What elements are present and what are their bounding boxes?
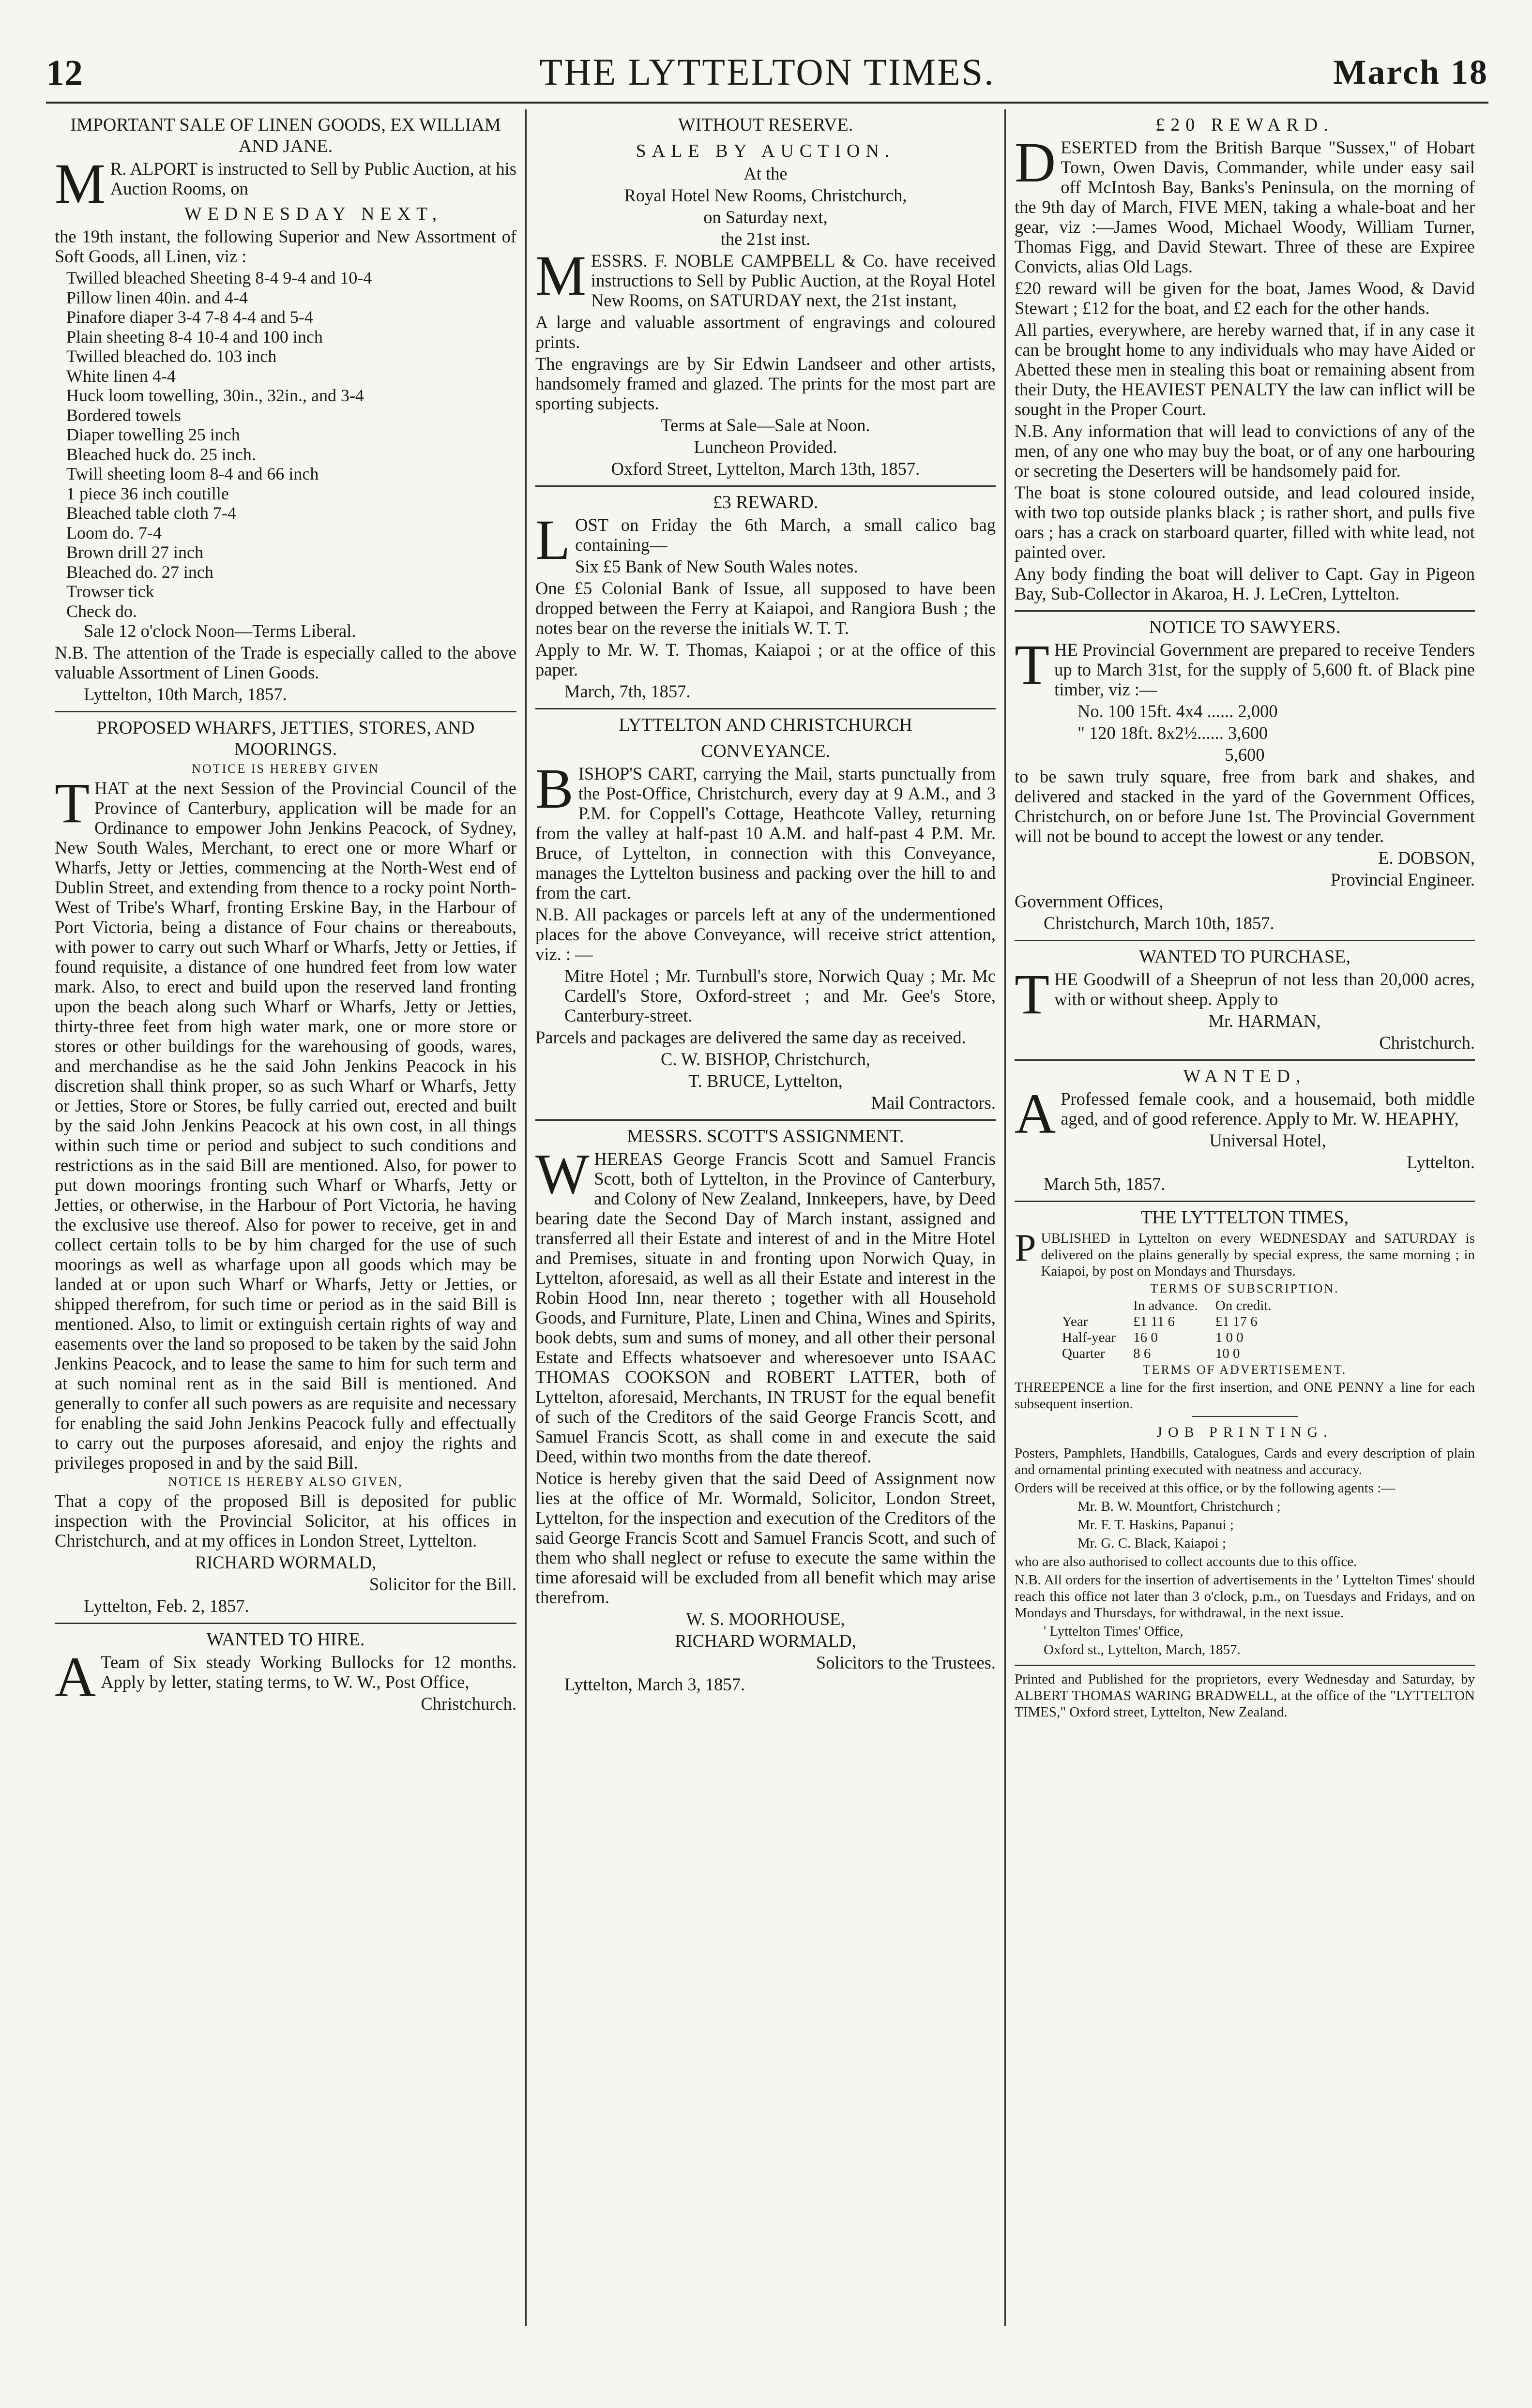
drop-cap: P (1015, 1227, 1036, 1269)
list-item: White linen 4-4 (66, 366, 176, 386)
drop-cap: T (1015, 963, 1050, 1026)
conveyance-ad (535, 714, 996, 1113)
subscription-heading: TERMS OF SUBSCRIPTION. (1150, 1281, 1339, 1295)
auction-p2: A large and valuable assortment of engravings and coloured prints. (535, 312, 996, 352)
linen-sale-intro: R. ALPORT is instructed to Sell by Public Auction, at his Auction Rooms, on (110, 159, 516, 198)
job-printing-p3: who are also authorised to collect accounts due to this office. (1015, 1554, 1357, 1569)
newspaper-title: THE LYTTELTON TIMES. (539, 51, 995, 93)
conveyance-note: N.B. All packages or parcels left at any of the undermentioned places for the above Conveyance, will receive strict attention, viz. : — (535, 904, 996, 964)
wanted-to-hire-ad (55, 1629, 516, 1714)
reward-20-ad (1015, 114, 1475, 603)
wanted-to-purchase-ad (1015, 946, 1475, 1053)
reward-3-ad (535, 492, 996, 701)
list-item: Bleached do. 27 inch (66, 562, 213, 582)
imprint-block (1015, 1671, 1475, 1720)
drop-cap: A (55, 1645, 96, 1709)
wanted-date: March 5th, 1857. (1044, 1174, 1166, 1194)
agent-3: Mr. G. C. Black, Kaiapoi ; (1077, 1535, 1226, 1551)
job-printing-p4: N.B. All orders for the insertion of advertisements in the ' Lyttelton Times' should reach this office not later than 3 o'clock, p.m., on Tuesdays and Fridays, and on Mondays and Thursdays, for withdrawal, in the next issue. (1015, 1572, 1475, 1621)
job-printing-p2: Orders will be received at this office, or by the following agents :— (1015, 1480, 1395, 1496)
page-number: 12 (46, 53, 83, 93)
wanted-heading: WANTED, (1183, 1066, 1306, 1086)
reward-20-body: ESERTED from the British Barque "Sussex," of Hobart Town, Owen Davis, Commander, while under easy sail off McIntosh Bay, Banks's Peninsula, on the morning of the 9th day of March, FIVE MEN, taking a whale-boat and her gear, viz :—James Wood, Michael Woody, William Turner, Thomas Figg, and David Stewart. Three of these are Expiree Convicts, alias Old Lags. (1015, 137, 1475, 276)
hire-body: Team of Six steady Working Bullocks for 12 months. Apply by letter, stating terms, to W. W., Post Office, (101, 1652, 516, 1692)
reward-3-p3: One £5 Colonial Bank of Issue, all supposed to have been dropped between the Ferry at Kaiapoi, and Rangiora Bush ; the notes bear on the reverse the initials W. T. T. (535, 578, 996, 638)
reward-3-body: OST on Friday the 6th March, a small calico bag containing— (575, 515, 996, 555)
auction-body: ESSRS. F. NOBLE CAMPBELL & Co. have received instructions to Sell by Public Auction, at the Royal Hotel New Rooms, on SATURDAY next, the 21st instant, (591, 251, 996, 310)
list-item: Check do. (66, 601, 137, 621)
reward-3-p4: Apply to Mr. W. T. Thomas, Kaiapoi ; or at the office of this paper. (535, 640, 996, 679)
assignment-sign-2: RICHARD WORMALD, (675, 1631, 856, 1651)
assignment-date: Lyttelton, March 3, 1857. (564, 1674, 745, 1694)
divider (1015, 1665, 1475, 1666)
sawyers-place: Government Offices, (1015, 891, 1164, 911)
list-item: Twilled bleached Sheeting 8-4 9-4 and 10-4 (66, 268, 372, 287)
reward-3-date: March, 7th, 1857. (564, 681, 691, 701)
drop-cap: W (535, 1142, 590, 1205)
drop-cap: M (55, 152, 106, 215)
purchase-heading: WANTED TO PURCHASE, (1139, 947, 1350, 967)
reward-20-p3: All parties, everywhere, are hereby warned that, if in any case it can be brought home to any individuals who may have Aided or Abetted these men in stealing this boat or remaining absent from their Duty, the HEAVIEST PENALTY the law can inflict will be sought in the Proper Court. (1015, 320, 1475, 419)
wharfs-signature-title: Solicitor for the Bill. (369, 1574, 516, 1594)
sawyers-date: Christchurch, March 10th, 1857. (1044, 913, 1274, 933)
sawyers-total: 5,600 (1225, 745, 1265, 765)
imprint: Printed and Published for the proprietors, every Wednesday and Saturday, by ALBERT THOMAS WARING BRADWELL, at the office of the "LYTTELTON TIMES," Oxford street, Lyttelton, New Zealand. (1015, 1671, 1475, 1720)
job-printing-p6: Oxford st., Lyttelton, March, 1857. (1044, 1642, 1241, 1657)
auction-heading-2: SALE BY AUCTION. (636, 141, 895, 161)
linen-sale-ad (55, 114, 516, 704)
linen-sale-terms: Sale 12 o'clock Noon—Terms Liberal. (84, 621, 356, 641)
sawyers-heading: NOTICE TO SAWYERS. (1149, 617, 1341, 637)
list-item: 1 piece 36 inch coutille (66, 483, 229, 503)
row-label: Quarter (1062, 1346, 1105, 1361)
auction-at-4: the 21st inst. (720, 229, 811, 249)
assignment-heading: MESSRS. SCOTT'S ASSIGNMENT. (627, 1126, 904, 1146)
list-item: Pillow linen 40in. and 4-4 (66, 287, 248, 307)
purchase-body: HE Goodwill of a Sheeprun of not less than 20,000 acres, with or without sheep. Apply to (1054, 969, 1475, 1009)
agent-2: Mr. F. T. Haskins, Papanui ; (1077, 1517, 1234, 1533)
divider (535, 708, 996, 709)
assignment-notice (535, 1126, 996, 1694)
cell: £1 17 6 (1215, 1314, 1258, 1329)
lyttelton-times-terms (1015, 1207, 1475, 1658)
drop-cap: T (1015, 633, 1050, 696)
assignment-body: HEREAS George Francis Scott and Samuel Francis Scott, both of Lyttelton, in the Province of Canterbury, and Colony of New Zealand, Innkeepers, have, by Deed bearing date the Second Day of March instant, assigned and transferred all their Estate and interest of and in the Mitre Hotel and Premises, situate in and fronting upon Norwich Quay, in Lyttelton, aforesaid, as well as all their Estate and interest in the Robin Hood Inn, near thereto ; together with all Household Goods, and Furniture, Plate, Linen and China, Wines and Spirits, book debts, sum and sums of money, and all other their personal Estate and Effects whatsoever and wheresoever unto ISAAC THOMAS COOKSON and ROBERT LATTER, both of Lyttelton, aforesaid, Merchants, IN TRUST for the equal benefit of such of the Creditors of the said George Francis Scott, and Samuel Francis Scott, as shall come in and execute the said Deed, within two months from the date thereof. (535, 1149, 996, 1466)
hire-place: Christchurch. (421, 1694, 516, 1714)
reward-20-p5: The boat is stone coloured outside, and lead coloured inside, with two top outside planks black ; is rather short, and pulls five oars ; has a crack on starboard quarter, filled with white lead, not painted over. (1015, 482, 1475, 562)
job-printing-body: Posters, Pamphlets, Handbills, Catalogues, Cards and every description of plain and ornamental printing executed with neatness and accuracy. (1015, 1445, 1475, 1477)
job-printing-p5: ' Lyttelton Times' Office, (1044, 1624, 1183, 1639)
drop-cap: D (1015, 131, 1056, 194)
assignment-sign-1: W. S. MOORHOUSE, (686, 1609, 845, 1629)
conveyance-heading-1: LYTTELTON AND CHRISTCHURCH (619, 715, 912, 735)
divider (1015, 610, 1475, 612)
auction-at-1: At the (743, 164, 788, 183)
sawyers-body: HE Provincial Government are prepared to receive Tenders up to March 31st, for the supply of 5,600 ft. of Black pine timber, viz :— (1054, 640, 1475, 699)
linen-sale-date: WEDNESDAY NEXT, (184, 204, 443, 224)
conveyance-p3: Parcels and packages are delivered the same day as received. (535, 1027, 966, 1047)
drop-cap: A (1015, 1082, 1056, 1145)
divider (1192, 1416, 1298, 1417)
times-body: UBLISHED in Lyttelton on every WEDNESDAY and SATURDAY is delivered on the plains generally by special express, the same morning ; in Kaiapoi, by post on Mondays and Thursdays. (1041, 1231, 1475, 1279)
wharfs-notice-line-2: NOTICE IS HEREBY ALSO GIVEN, (168, 1475, 403, 1489)
advertisement-heading: TERMS OF ADVERTISEMENT. (1142, 1363, 1347, 1377)
list-item: Trowser tick (66, 582, 154, 601)
reward-20-p2: £20 reward will be given for the boat, James Wood, & David Stewart ; £12 for the boat, and £2 each for the other hands. (1015, 278, 1475, 318)
linen-sale-signature: Lyttelton, 10th March, 1857. (84, 684, 287, 704)
cell: 1 0 0 (1215, 1330, 1244, 1345)
wanted-sign-2: Lyttelton. (1407, 1152, 1475, 1172)
list-item: Twilled bleached do. 103 inch (66, 346, 277, 366)
sawyers-line-2: " 120 18ft. 8x2½...... 3,600 (1077, 723, 1268, 743)
conveyance-heading-2: CONVEYANCE. (700, 741, 831, 761)
conveyance-sign-1: C. W. BISHOP, Christchurch, (661, 1049, 870, 1069)
wharfs-body: HAT at the next Session of the Provincial Council of the Province of Canterbury, application will be made for an Ordinance to empower John Jenkins Peacock, of Sydney, New South Wales, Merchant, to erect one or more Wharf or Wharfs, Jetty or Jetties, commencing at the North-West end of Dublin Street, and extending from thence to a rocky point North-West of Tribe's Wharf, fronting Erskine Bay, in the Harbour of Port Victoria, being a distance of Four chains or thereabouts, with power to carry out such Wharf or Wharfs, Jetty or Jetties, if found requisite, a distance of one hundred feet from low water mark. Also, to erect and build upon the reserved land fronting upon the beach along such Wharf or Wharfs, Jetty or Jetties, thirty-three feet from high water mark, one or more store or stores or other buildings for the warehousing of goods, wares, and merchandise as he the said John Jenkins Peacock in his discretion shall think proper, so as such Wharf or Wharfs, Jetty or Jetties, Store or Stores, be fully carried out, erected and built by the said John Jenkins Peacock at his own cost, in all things within such time or period and subject to such conditions and restrictions as in the said Bill are mentioned. Also, for power to put down moorings fronting such Wharf or Wharfs, Jetty or Jetties, or otherwise, in the Harbour of Port Victoria, he having the exclusive use thereof. Also for power to receive, get in and collect certain tolls to be by him charged for the use of such moorings as well as wharfage upon all goods which may be landed at or upon such Wharf or Wharfs, Jetty or Jetties, or shipped therefrom, for such time or period as in the said Bill is mentioned. Also, to limit or extinguish certain rights of way and easements over the land so proposed to be taken by the said John Jenkins Peacock, and to lease the same to him for such term and at such nominal rent as in the said Bill is mentioned. And generally to confer all such powers as are requisite and necessary for enabling the said John Jenkins Peacock fully and effectually to carry out the purposes aforesaid, and enjoy the rights and privileges proposed in and by the said Bill. (55, 778, 516, 1473)
list-item: Brown drill 27 inch (66, 542, 203, 562)
drop-cap: T (55, 771, 90, 835)
wharfs-notice (55, 717, 516, 1616)
sawyers-line-1: No. 100 15ft. 4x4 ...... 2,000 (1077, 701, 1278, 721)
cell: £1 11 6 (1133, 1314, 1175, 1329)
list-item: Bordered towels (66, 405, 181, 425)
sawyers-sign-1: E. DOBSON, (1378, 848, 1475, 868)
divider (1015, 1201, 1475, 1202)
column-left (46, 109, 525, 2326)
table-row (1053, 1330, 1280, 1346)
masthead (46, 48, 1488, 104)
purchase-sign-2: Christchurch. (1379, 1033, 1475, 1053)
cell: 8 6 (1133, 1346, 1151, 1361)
reward-3-heading: £3 REWARD. (713, 492, 819, 512)
columns (46, 109, 1488, 2326)
hire-heading: WANTED TO HIRE. (206, 1629, 365, 1650)
subscription-table (1053, 1298, 1280, 1362)
conveyance-places: Mitre Hotel ; Mr. Turnbull's store, Norwich Quay ; Mr. Mc Cardell's Store, Oxford-street ; and Mr. Gee's Store, Canterbury-street. (564, 966, 996, 1025)
wharfs-signature: RICHARD WORMALD, (195, 1552, 377, 1572)
divider (1015, 1059, 1475, 1061)
advertisement-text: THREEPENCE a line for the first insertion, and ONE PENNY a line for each subsequent insertion. (1015, 1380, 1475, 1412)
cell: 10 0 (1215, 1346, 1240, 1361)
table-row (1053, 1346, 1280, 1362)
agent-1: Mr. B. W. Mountfort, Christchurch ; (1077, 1499, 1281, 1514)
row-label: Half-year (1062, 1330, 1116, 1345)
row-label: Year (1062, 1314, 1088, 1329)
linen-sale-text: the 19th instant, the following Superior and New Assortment of Soft Goods, all Linen, viz : (55, 226, 516, 266)
column-right (1004, 109, 1484, 2326)
list-item: Pinafore diaper 3-4 7-8 4-4 and 5-4 (66, 307, 313, 327)
divider (1015, 940, 1475, 941)
reward-3-p2: Six £5 Bank of New South Wales notes. (575, 557, 858, 576)
wharfs-date: Lyttelton, Feb. 2, 1857. (84, 1596, 249, 1616)
linen-items-list (55, 268, 516, 621)
list-item: Plain sheeting 8-4 10-4 and 100 inch (66, 327, 323, 346)
auction-heading-1: WITHOUT RESERVE. (678, 115, 853, 135)
list-item: Twill sheeting loom 8-4 and 66 inch (66, 464, 319, 483)
conveyance-sign-3: Mail Contractors. (871, 1093, 996, 1113)
sawyers-sign-2: Provincial Engineer. (1330, 870, 1475, 889)
list-item: Bleached huck do. 25 inch. (66, 444, 256, 464)
list-item: Loom do. 7-4 (66, 523, 162, 542)
sawyers-p2: to be sawn truly square, free from bark and shakes, and delivered and stacked in the yard of the Government Offices, Christchurch, on or before June 1st. The Provincial Government will not be bound to accept the lowest or any tender. (1015, 767, 1475, 846)
purchase-sign-1: Mr. HARMAN, (1208, 1011, 1321, 1031)
drop-cap: B (535, 757, 574, 820)
conveyance-sign-2: T. BRUCE, Lyttelton, (688, 1071, 843, 1091)
divider (55, 1623, 516, 1624)
times-heading: THE LYTTELTON TIMES, (1140, 1207, 1349, 1228)
linen-sale-note: N.B. The attention of the Trade is especially called to the above valuable Assortment of Linen Goods. (55, 643, 516, 682)
job-printing-heading: JOB PRINTING. (1156, 1424, 1333, 1440)
column-header: In advance. (1133, 1298, 1198, 1313)
list-item: Huck loom towelling, 30in., 32in., and 3-4 (66, 386, 364, 405)
auction-lunch: Luncheon Provided. (694, 437, 837, 457)
divider (55, 711, 516, 712)
wharfs-heading: PROPOSED WHARFS, JETTIES, STORES, AND MOORINGS. (96, 718, 475, 759)
auction-ad (535, 114, 996, 479)
column-middle (525, 109, 1004, 2326)
wharfs-notice-line: NOTICE IS HEREBY GIVEN (192, 762, 379, 776)
column-header: On credit. (1215, 1298, 1272, 1313)
assignment-p2: Notice is hereby given that the said Deed of Assignment now lies at the office of Mr. Wormald, Solicitor, London Street, Lyttelton, for the inspection and execution of the Creditors of the said George Francis Scott and Samuel Francis Scott, and such of them who shall neglect or refuse to execute the same within the time aforesaid will be excluded from all benefit which may arise therefrom. (535, 1468, 996, 1607)
auction-p3: The engravings are by Sir Edwin Landseer and other artists, handsomely framed and glazed. The prints for the most part are sporting subjects. (535, 354, 996, 413)
drop-cap: L (535, 508, 571, 572)
auction-signature: Oxford Street, Lyttelton, March 13th, 1857. (611, 459, 920, 479)
table-row (1053, 1314, 1280, 1330)
reward-20-p4: N.B. Any information that will lead to convictions of any of the men, of any one who may buy the boat, or of any one harbouring or secreting the Deserters will be handsomely paid for. (1015, 421, 1475, 481)
reward-20-p6: Any body finding the boat will deliver to Capt. Gay in Pigeon Bay, Sub-Collector in Akaroa, H. J. LeCren, Lyttelton. (1015, 564, 1475, 603)
wharfs-body-2: That a copy of the proposed Bill is deposited for public inspection with the Provincial Solicitor, at his offices in Christchurch, and at my offices in London Street, Lyttelton. (55, 1491, 516, 1550)
cell: 16 0 (1133, 1330, 1158, 1345)
list-item: Bleached table cloth 7-4 (66, 503, 236, 523)
list-item: Diaper towelling 25 inch (66, 425, 240, 444)
assignment-sign-3: Solicitors to the Trustees. (816, 1653, 996, 1672)
drop-cap: M (535, 244, 586, 307)
issue-date: March 18 (1333, 53, 1488, 91)
wanted-sign-1: Universal Hotel, (1209, 1130, 1326, 1150)
conveyance-body: ISHOP'S CART, carrying the Mail, starts punctually from the Post-Office, Christchurch, every day at 9 A.M., and 3 P.M. for Coppell's Cottage, Heathcote Valley, returning from the valley at half-past 10 A.M. and half-past 4 P.M. Mr. Bruce, of Lyttelton, in connection with this Conveyance, manages the Lyttelton business and packing over the hill to and from the cart. (535, 764, 996, 903)
reward-20-heading: £20 REWARD. (1155, 115, 1334, 135)
auction-at-3: on Saturday next, (703, 207, 828, 227)
wanted-body: Professed female cook, and a housemaid, both middle aged, and of good reference. Apply to Mr. W. HEAPHY, (1061, 1089, 1475, 1129)
divider (535, 485, 996, 487)
sawyers-notice (1015, 617, 1475, 933)
table-row (1053, 1298, 1280, 1314)
linen-sale-heading: IMPORTANT SALE OF LINEN GOODS, EX WILLIAM AND JANE. (70, 115, 501, 156)
divider (535, 1119, 996, 1121)
auction-terms: Terms at Sale—Sale at Noon. (661, 415, 870, 435)
auction-at-2: Royal Hotel New Rooms, Christchurch, (624, 185, 907, 205)
wanted-ad (1015, 1066, 1475, 1194)
